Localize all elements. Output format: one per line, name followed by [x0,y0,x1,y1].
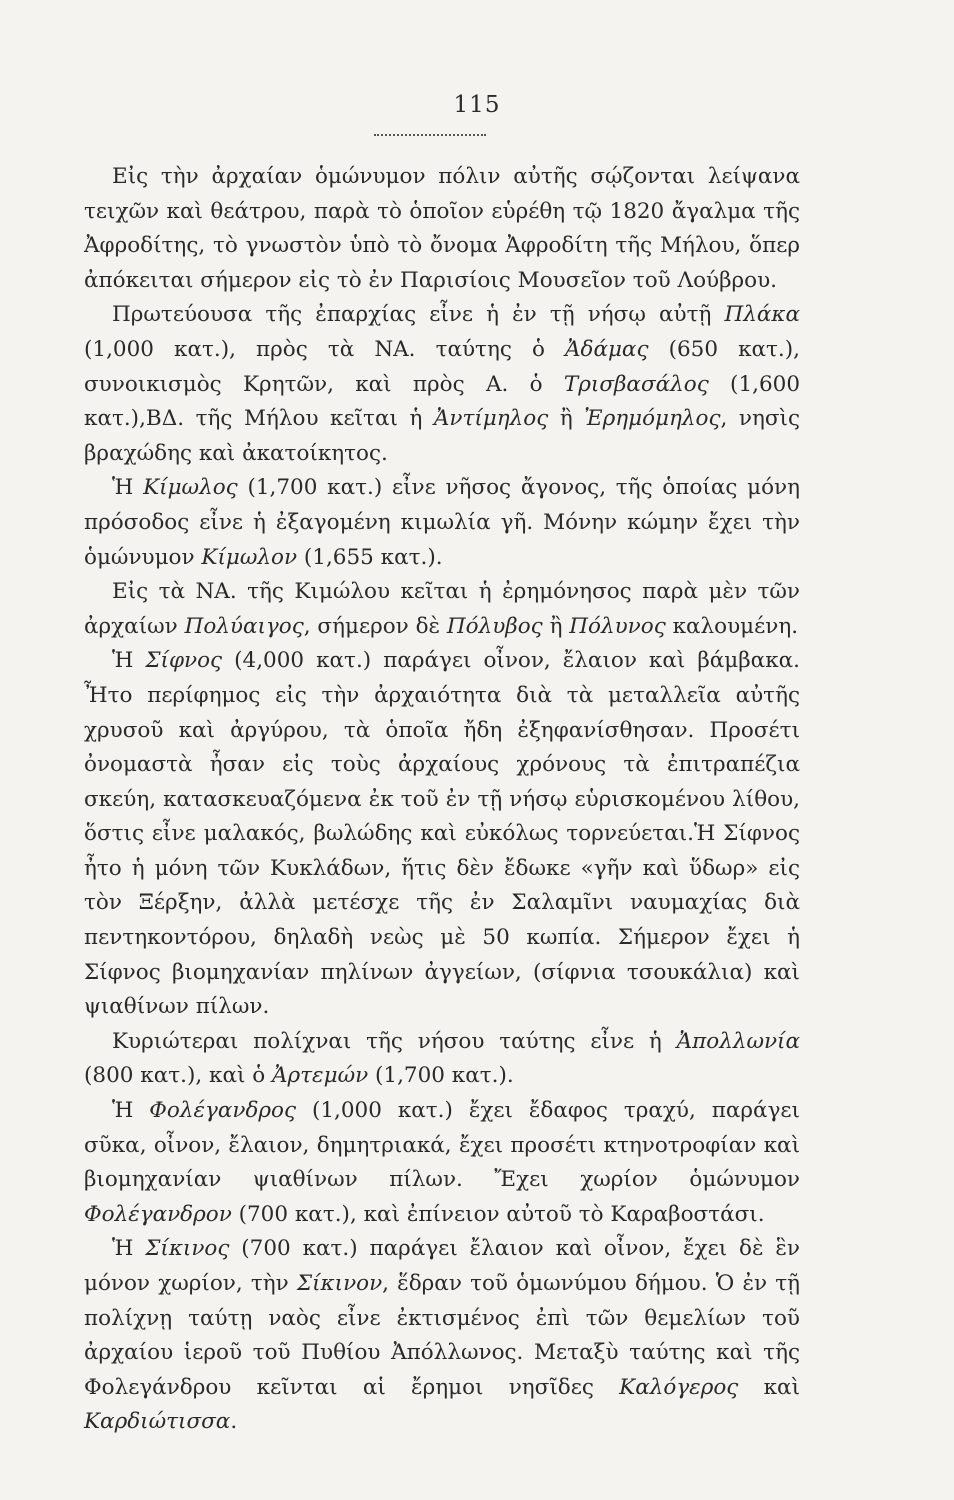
paragraph: Πρωτεύουσα τῆς ἐπαρχίας εἶνε ἡ ἐν τῇ νήσῳ αὐτῇ Πλάκα (1,000 κατ.), πρὸς τὰ ΝΑ. ταύτης ὁ Ἀδάμας (650 κατ.), συνοικισμὸς Κρητῶν, καὶ πρὸς Α. ὁ Τρισβασάλος (1,600 κατ.),ΒΔ. τῆς Μήλου κεῖται ἡ Ἀντίμηλος ἢ Ἐρημόμηλος, νησὶς βραχώδης καὶ ἀκατοίκητος. [84,302,800,466]
paragraph: Ἡ Σίφνος (4,000 κατ.) παράγει οἶνον, ἔλαιον καὶ βάμβακα. Ἦτο περίφημος εἰς τὴν ἀρχαιότητα διὰ τὰ μεταλλεῖα αὐτῆς χρυσοῦ καὶ ἀργύρου, τὰ ὁποῖα ἤδη ἐξηφανίσθησαν. Προσέτι ὀνομαστὰ ἦσαν εἰς τοὺς ἀρχαίους χρόνους τὰ ἐπιτραπέζια σκεύη, κατασκευαζόμενα ἐκ τοῦ ἐν τῇ νήσῳ εὑρισκομένου λίθου, ὅστις εἶνε μαλακός, βωλώδης καὶ εὐκόλως τορνεύεται.Ἡ Σίφνος ἦτο ἡ μόνη τῶν Κυκλάδων, ἥτις δὲν ἔδωκε «γῆν καὶ ὕδωρ» εἰς τὸν Ξέρξην, ἀλλὰ μετέσχε τῆς ἐν Σαλαμῖνι ναυμαχίας διὰ πεντηκοντόρου, δηλαδὴ νεὼς μὲ 50 κωπία. Σήμερον ἔχει ἡ Σίφνος βιομηχανίαν πηλίνων ἀγγείων, (σίφνια τσουκάλια) καὶ ψιαθίνων πίλων. [84,648,800,1020]
paragraph: Εἰς τὰ ΝΑ. τῆς Κιμώλου κεῖται ἡ ἐρημόνησος παρὰ μὲν τῶν ἀρχαίων Πολύαιγος, σήμερον δὲ Πόλυβος ἢ Πόλυνος καλουμένη. [84,579,800,639]
body-text [84,160,800,1440]
paragraph: Εἰς τὴν ἀρχαίαν ὁμώνυμον πόλιν αὐτῆς σῴζονται λείψανα τειχῶν καὶ θεάτρου, παρὰ τὸ ὁποῖον εὑρέθη τῷ 1820 ἄγαλμα τῆς Ἀφροδίτης, τὸ γνωστὸν ὑπὸ τὸ ὄνομα Ἀφροδίτη τῆς Μήλου, ὅπερ ἀπόκειται σήμερον εἰς τὸ ἐν Παρισίοις Μουσεῖον τοῦ Λούβρου. [84,164,800,293]
paragraph: Ἡ Κίμωλος (1,700 κατ.) εἶνε νῆσος ἄγονος, τῆς ὁποίας μόνη πρόσοδος εἶνε ἡ ἐξαγομένη κιμωλία γῆ. Μόνην κώμην ἔχει τὴν ὁμώνυμον Κίμωλον (1,655 κατ.). [84,475,800,570]
paragraph: Κυριώτεραι πολίχναι τῆς νήσου ταύτης εἶνε ἡ Ἀπολλωνία (800 κατ.), καὶ ὁ Ἀρτεμών (1,700 κατ.). [84,1028,800,1089]
paragraph: Ἡ Σίκινος (700 κατ.) παράγει ἔλαιον καὶ οἶνον, ἔχει δὲ ἓν μόνον χωρίον, τὴν Σίκινον, ἕδραν τοῦ ὁμωνύμου δήμου. Ὁ ἐν τῇ πολίχνῃ ταύτῃ ναὸς εἶνε ἐκτισμένος ἐπὶ τῶν θεμελίων τοῦ ἀρχαίου ἱεροῦ τοῦ Πυθίου Ἀπόλλωνος. Μεταξὺ ταύτης καὶ τῆς Φολεγάνδρου κεῖνται αἱ ἔρημοι νησῖδες Καλόγερος καὶ Καρδιώτισσα. [84,1236,801,1435]
paragraph: Ἡ Φολέγανδρος (1,000 κατ.) ἔχει ἔδαφος τραχύ, παράγει σῦκα, οἶνον, ἔλαιον, δημητριακά, ἔχει προσέτι κτηνοτροφίαν καὶ βιομηχανίαν ψιαθίνων πίλων. Ἔχει χωρίον ὁμώνυμον Φολέγανδρον (700 κατ.), καὶ ἐπίνειον αὐτοῦ τὸ Καραβοστάσι. [84,1098,800,1227]
page-number: 115 [453,92,501,118]
header-rule [374,134,486,136]
